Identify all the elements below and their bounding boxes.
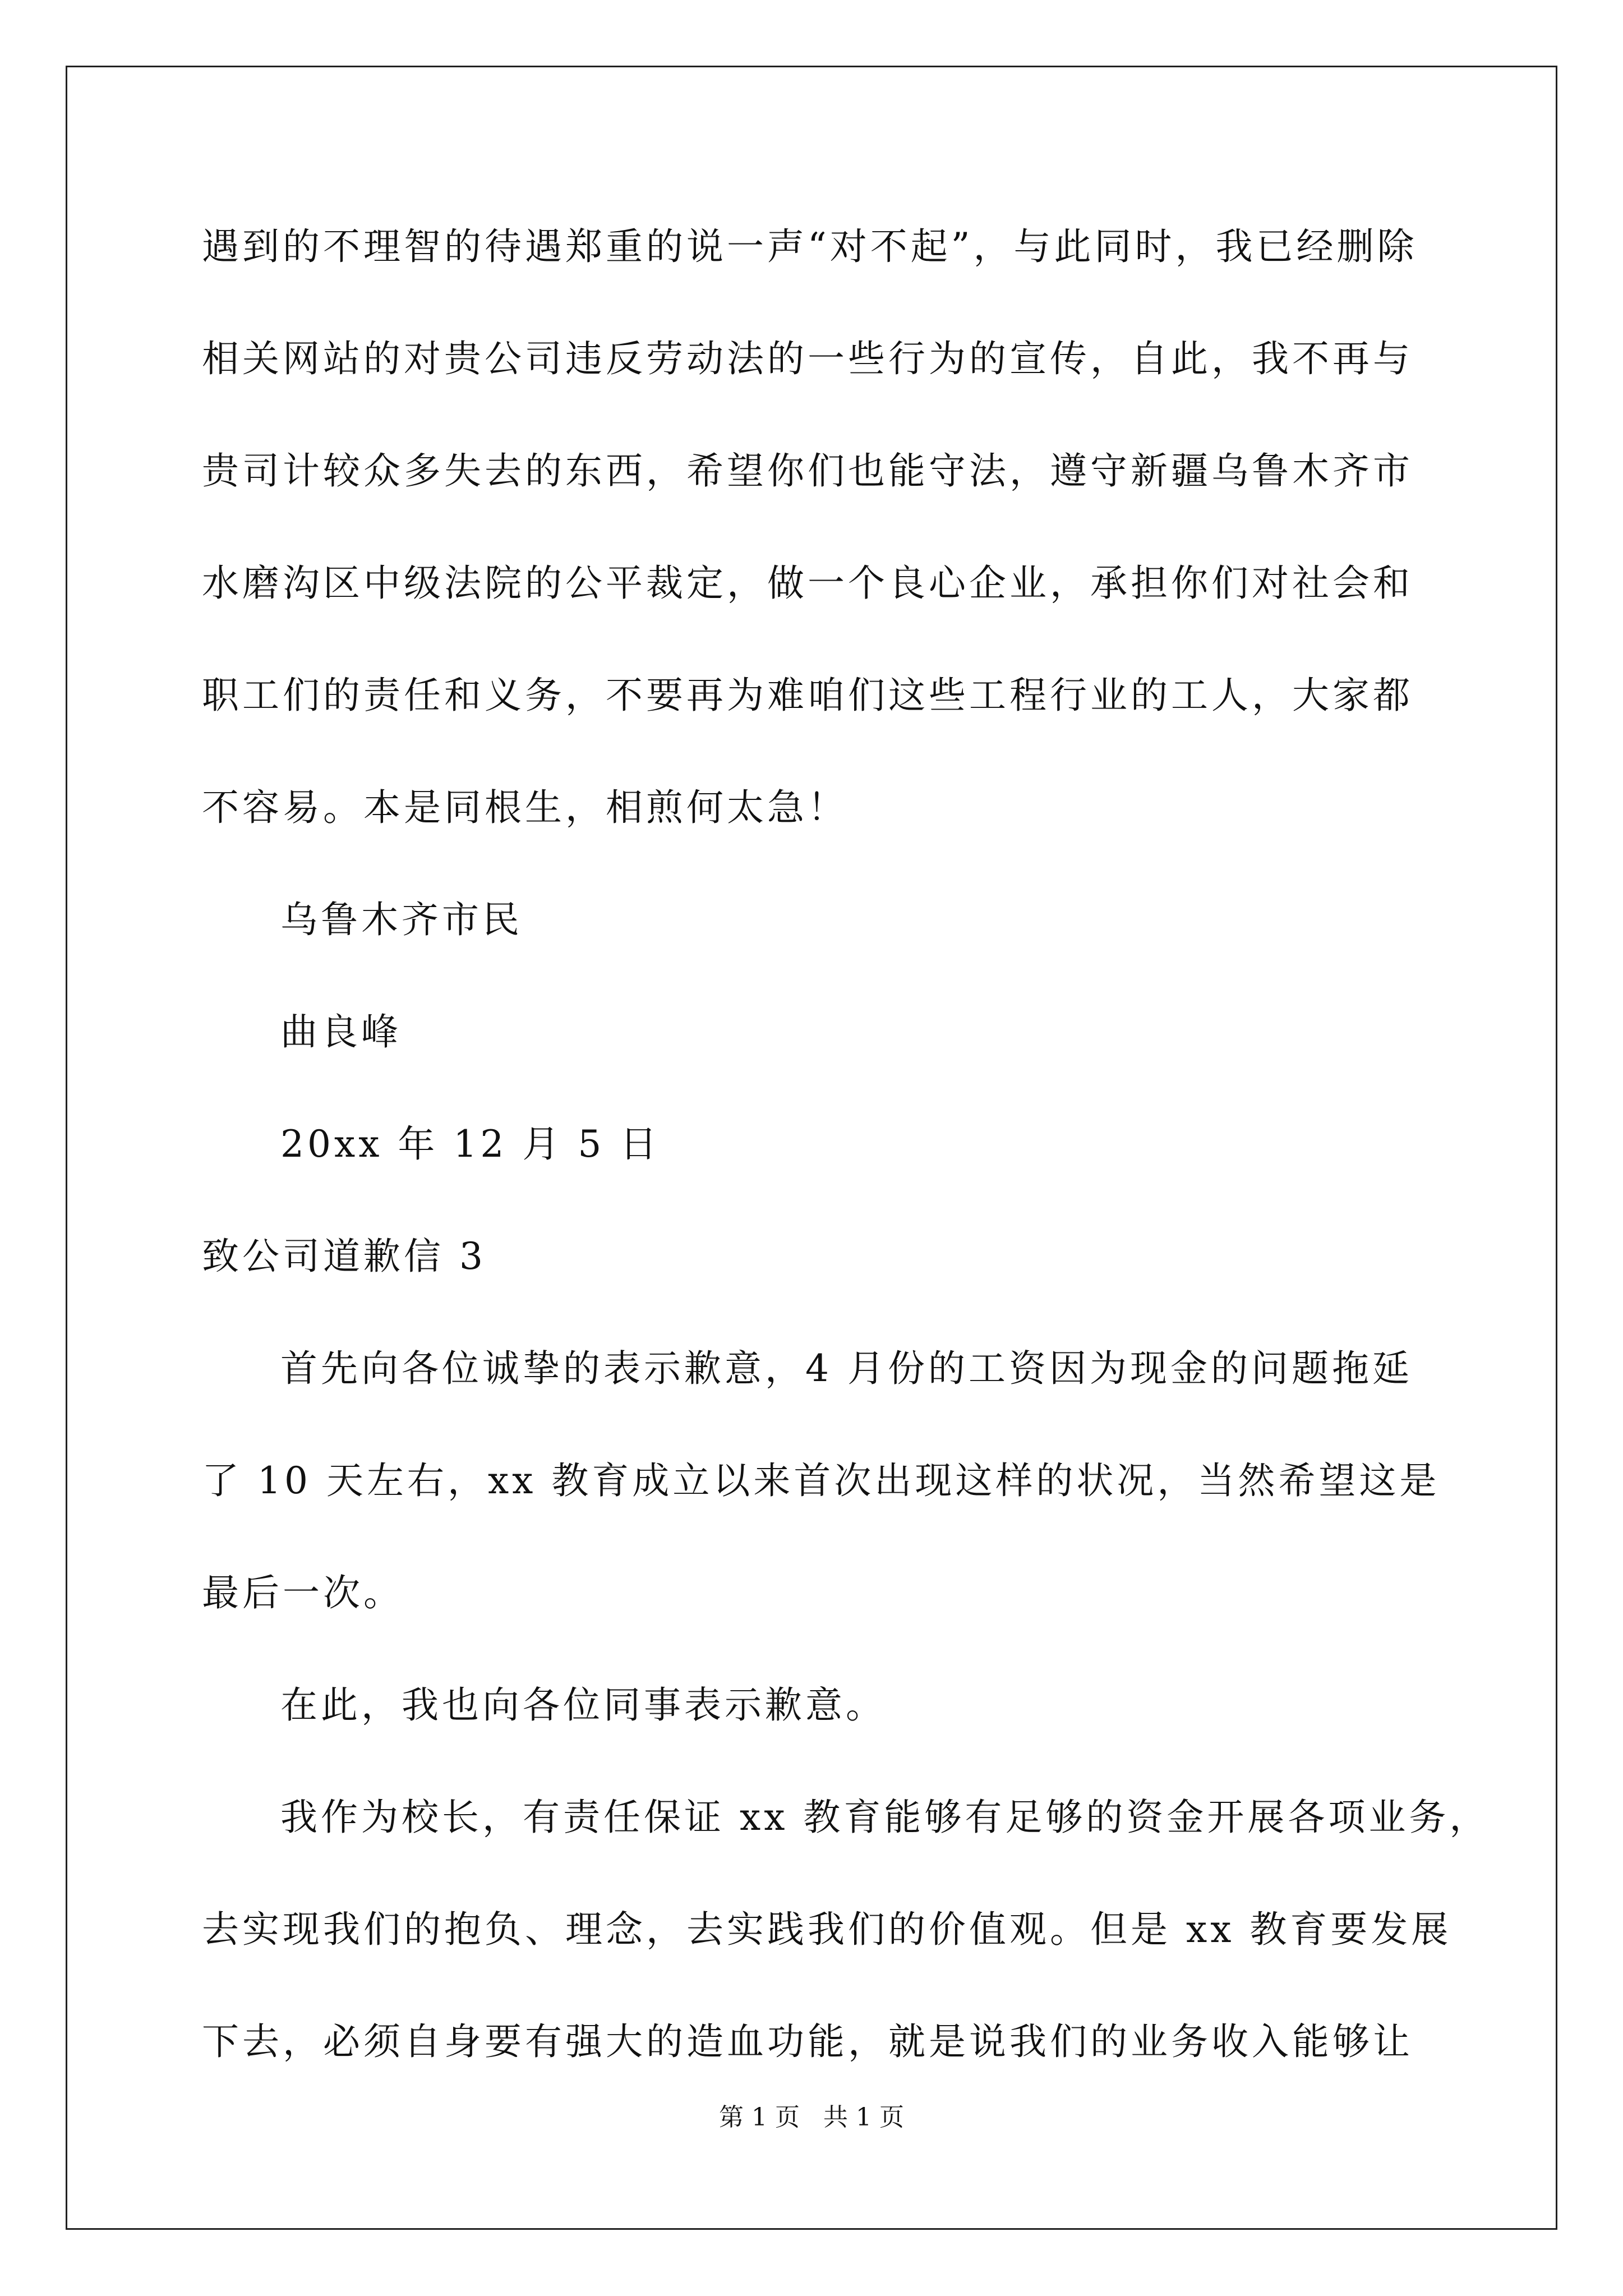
body-line: 相关网站的对贵公司违反劳动法的一些行为的宣传，自此，我不再与: [202, 337, 1413, 380]
signature-date: 20xx 年 12 月 5 日: [280, 1122, 661, 1166]
body-line: 不容易。本是同根生，相煎何太急！: [202, 786, 848, 829]
signature-place: 乌鲁木齐市民: [280, 898, 523, 941]
body-line: 遇到的不理智的待遇郑重的说一声“对不起”，与此同时，我已经删除: [202, 225, 1418, 268]
body-line: 了 10 天左右，xx 教育成立以来首次出现这样的状况，当然希望这是: [202, 1459, 1440, 1502]
body-line: 首先向各位诚挚的表示歉意，4 月份的工资因为现金的问题拖延: [280, 1347, 1413, 1390]
body-line: 我作为校长，有责任保证 xx 教育能够有足够的资金开展各项业务，: [280, 1796, 1490, 1839]
section-title: 致公司道歉信 3: [202, 1235, 486, 1278]
body-line: 水磨沟区中级法院的公平裁定，做一个良心企业，承担你们对社会和: [202, 562, 1413, 605]
body-line: 下去，必须自身要有强大的造血功能，就是说我们的业务收入能够让: [202, 2020, 1413, 2063]
body-line: 职工们的责任和义务，不要再为难咱们这些工程行业的工人，大家都: [202, 674, 1413, 717]
page-footer: 第 1 页 共 1 页: [719, 2103, 904, 2132]
signature-name: 曲良峰: [280, 1010, 402, 1053]
body-line: 去实现我们的抱负、理念，去实践我们的价值观。但是 xx 教育要发展: [202, 1908, 1452, 1951]
body-line: 最后一次。: [202, 1571, 404, 1614]
body-line: 贵司计较众多失去的东西，希望你们也能守法，遵守新疆乌鲁木齐市: [202, 449, 1413, 493]
body-line: 在此，我也向各位同事表示歉意。: [280, 1683, 886, 1727]
